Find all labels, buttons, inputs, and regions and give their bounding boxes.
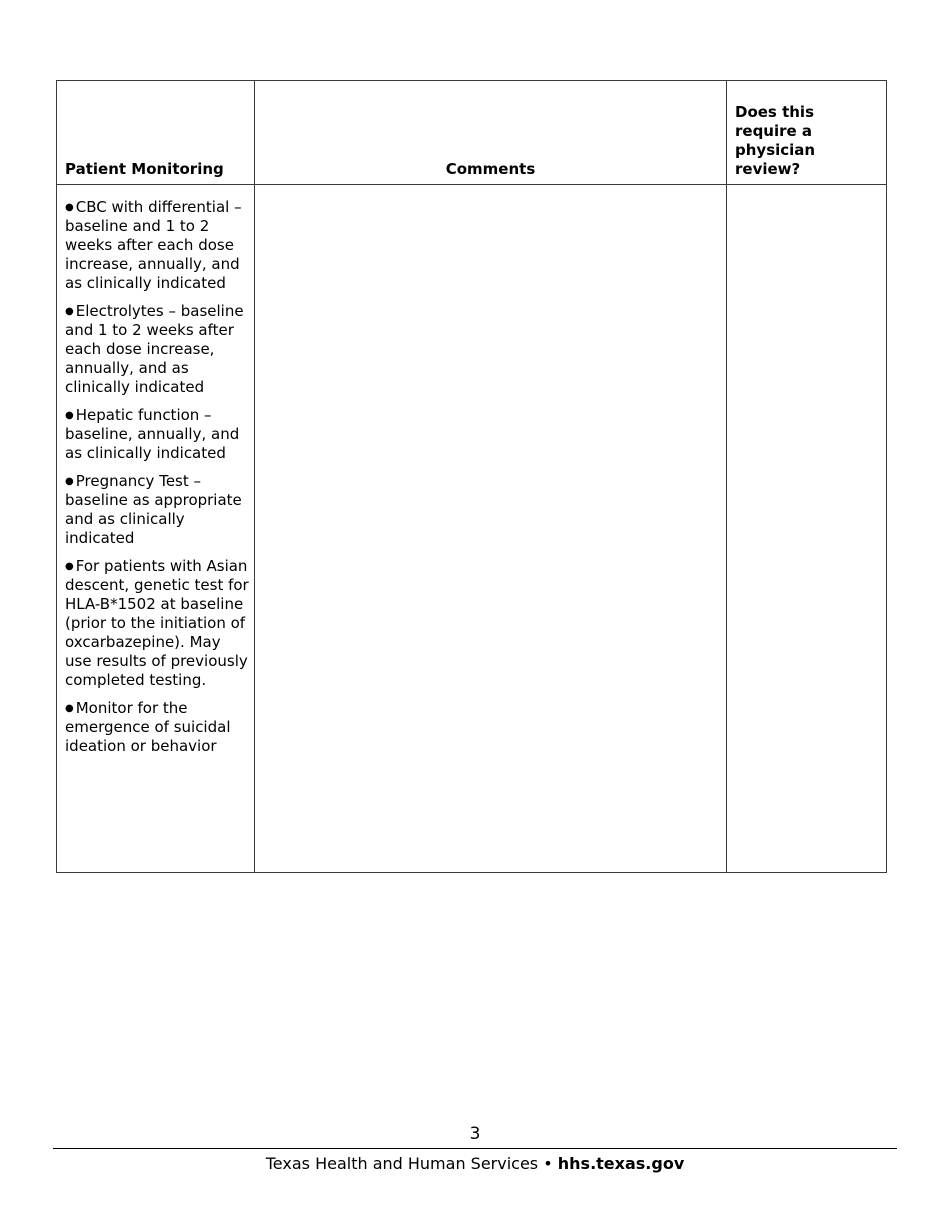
footer-agency: Texas Health and Human Services [265,1154,539,1173]
page-number: 3 [469,1124,481,1144]
footer-website: hhs.texas.gov [557,1154,685,1173]
column-divider [726,81,727,872]
list-item: ● Hepatic function – baseline, annually, and as clinically indicated [65,406,240,462]
footer-divider [53,1148,897,1149]
list-item: ● Pregnancy Test – baseline as appropriate and as clinically indicated [65,472,242,547]
list-item: ● CBC with differential – baseline and 1 to 2 weeks after each dose increase, annually, and as clinically indicated [65,198,242,292]
monitoring-list [65,198,251,765]
header-divider [57,184,886,185]
list-item: ● Electrolytes – baseline and 1 to 2 weeks after each dose increase, annually, and as clinically indicated [65,302,244,396]
header-patient-monitoring: Patient Monitoring [65,160,224,178]
patient-monitoring-table [56,80,887,873]
header-comments: Comments [445,160,536,178]
column-divider [254,81,255,872]
footer-separator: • [543,1154,553,1173]
page-footer [0,1154,950,1173]
header-physician-review: Does this require a physician review? [735,103,816,178]
list-item: ● For patients with Asian descent, genetic test for HLA-B*1502 at baseline (prior to the initiation of oxcarbazepine). May use results of previously completed testing. [65,557,249,689]
list-item: ● Monitor for the emergence of suicidal ideation or behavior [65,699,231,755]
